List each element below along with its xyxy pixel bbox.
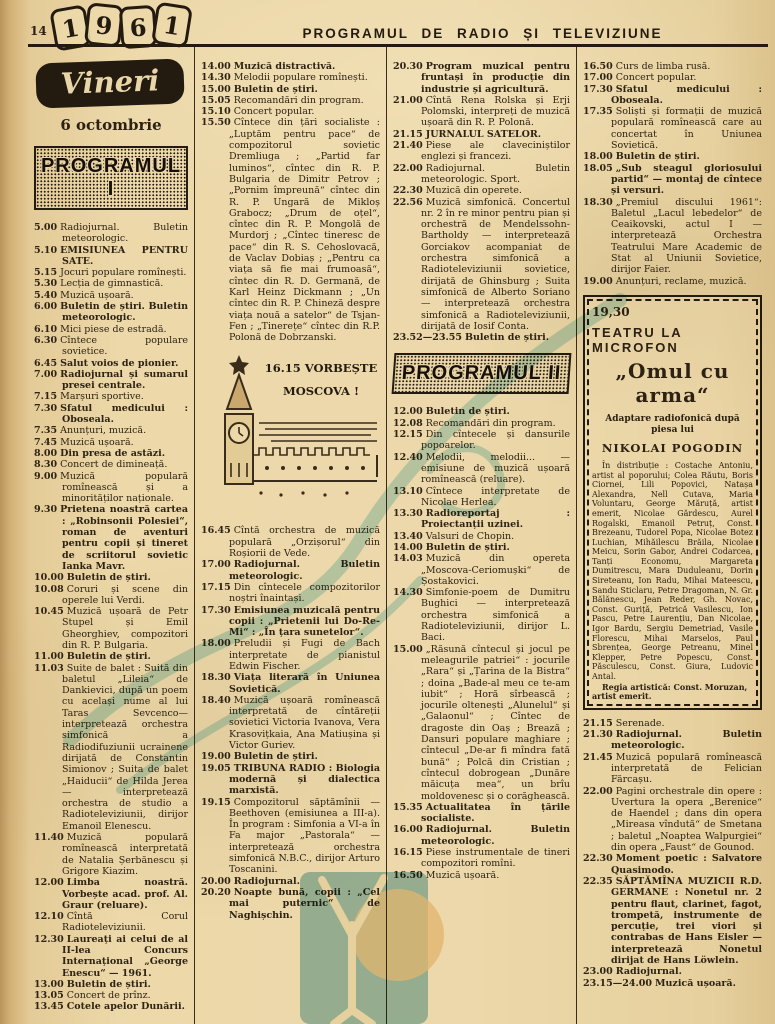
entry-text: Muzică populară romînească interpretată de Natalia Șerbănescu și Grigore Kiazim. — [62, 832, 188, 877]
entry-text: Sfatul medicului : Oboseala. — [60, 402, 188, 426]
columns-container — [28, 47, 768, 1024]
entry-time: 14.30 — [201, 72, 231, 84]
entry-text: Recomandări din program. — [425, 417, 556, 429]
schedule-entry — [201, 559, 380, 582]
entry-text: Radiojurnal. — [233, 875, 300, 887]
entry-text: Jocuri populare romînești. — [60, 267, 187, 279]
entry-text: Salut voios de pionier. — [60, 357, 179, 369]
entry-time: 12.15 — [393, 429, 423, 441]
schedule-entry — [393, 418, 570, 429]
schedule-entry — [201, 887, 380, 921]
schedule-entry — [34, 1001, 188, 1012]
schedule-entry — [201, 797, 380, 876]
schedule-entry — [393, 531, 570, 542]
entry-time: 6.45 — [34, 357, 58, 369]
entry-text: Pagini orchestrale din opere : Uvertura la opera „Berenice“ de Haendel ; dans din opera „Mireasa vîndută“ de Smetana ; baletul „Noaptea Walpurgiei“ din opera „Faust“ de Gounod. — [611, 785, 762, 854]
entry-time: 12.40 — [393, 451, 423, 463]
schedule-entry — [583, 151, 762, 162]
schedule-entry — [583, 276, 762, 287]
schedule-entry — [201, 525, 380, 559]
entry-time: 15.50 — [201, 117, 231, 129]
schedule-entry — [393, 197, 570, 333]
schedule-entry — [34, 832, 188, 877]
entry-time: 17.30 — [583, 83, 613, 95]
schedule-entry — [393, 553, 570, 587]
entry-text: Muzică populară romînească interpretată de Felician Fărcașu. — [611, 751, 762, 786]
entry-text: Cîntă Corul Radioteleviziunii. — [62, 911, 188, 934]
entry-text: Sfatul medicului : Oboseala. — [611, 83, 762, 106]
entry-text: Muzică din opereta „Moscova-Ceriomușki“ de Șostakovici. — [421, 553, 570, 587]
year-digit: 1 — [151, 1, 193, 48]
program-1-schedule — [34, 222, 188, 1013]
entry-time: 15.10 — [201, 106, 231, 118]
schedule-entry — [583, 729, 762, 752]
entry-text: Concert popular. — [233, 106, 315, 118]
entry-time: 21.00 — [393, 94, 423, 106]
year-digit: 1 — [49, 4, 92, 52]
schedule-entry — [583, 163, 762, 197]
schedule-entry — [34, 471, 188, 505]
schedule-entry — [583, 72, 762, 83]
page-title: PROGRAMUL DE RADIO ȘI TELEVIZIUNE — [302, 26, 663, 41]
entry-text: Muzică ușoară romînească interpretată de cîntăreții sovietici Victoria Ivanova, Vera Krasovițkaia, Ana Matiușina și Victor Guriev. — [229, 694, 380, 752]
entry-time: 14.30 — [393, 587, 423, 599]
schedule-entry — [34, 606, 188, 651]
theatre-subtitle-line2: piesa lui — [651, 424, 694, 435]
schedule-entry — [583, 853, 762, 876]
entry-time: 11.40 — [34, 832, 64, 844]
schedule-entry — [201, 84, 380, 95]
schedule-entry — [201, 582, 380, 605]
program-2-schedule — [393, 406, 570, 880]
schedule-entry — [583, 966, 762, 977]
entry-text: Buletin de știri. — [615, 151, 700, 163]
entry-time: 19.15 — [201, 796, 231, 808]
schedule-entry — [201, 763, 380, 797]
entry-time: 11.03 — [34, 662, 64, 674]
day-banner: Vineri — [35, 58, 184, 108]
entry-text: Melodii, melodii... — emisiune de muzică ușoară romînească (reluare). — [421, 451, 570, 486]
entry-text: JURNALUL SATELOR. — [425, 128, 542, 140]
entry-text: Actualitatea în țările socialiste. — [421, 801, 570, 825]
schedule-entry — [34, 222, 188, 245]
entry-text: Muzică ușoară. — [60, 289, 134, 301]
entry-time: 16.15 — [393, 847, 423, 858]
schedule-entry — [201, 72, 380, 83]
schedule-entry — [34, 663, 188, 832]
entry-text: Mici piese de estradă. — [60, 323, 167, 335]
entry-text: Radiojurnal. — [615, 966, 682, 978]
entry-text: „Sub steagul gloriosului partid“ — montaj de cîntece și versuri. — [611, 162, 762, 197]
entry-text: Din cîntecele și dansurile popoarelor. — [421, 429, 570, 452]
entry-text: Buletin de știri. — [425, 406, 510, 418]
schedule-entry — [393, 508, 570, 531]
entry-text: Laureați ai celui de al II-lea Concurs Internațional „George Enescu“ — 1961. — [62, 933, 188, 979]
schedule-entry — [34, 911, 188, 934]
entry-time: 6.10 — [34, 323, 58, 335]
schedule-entry — [583, 61, 762, 72]
schedule-entry — [393, 542, 570, 553]
schedule-entry — [393, 870, 570, 881]
entry-time: 15.05 — [201, 94, 231, 106]
entry-text: Preludii și Fugi de Bach interpretate de pianistul Edwin Fischer. — [229, 638, 380, 672]
schedule-entry — [393, 452, 570, 486]
entry-time: 21.45 — [583, 751, 613, 763]
entry-time: 5.10 — [34, 244, 58, 256]
entry-time: 21.15 — [583, 717, 613, 729]
entry-text: Limba noastră. Vorbește acad. prof. Al. Graur (reluare). — [62, 877, 188, 911]
schedule-entry — [34, 934, 188, 979]
entry-time: 22.00 — [583, 785, 613, 797]
schedule-entry — [583, 786, 762, 854]
schedule-late-night — [583, 718, 762, 989]
entry-text: Radioreportaj : Proiectanții uzinei. — [421, 508, 570, 531]
entry-text: Program muzical pentru fruntași în producție din industrie și agricultură. — [421, 61, 570, 95]
schedule-entry — [34, 979, 188, 990]
schedule-entry — [201, 95, 380, 106]
schedule-afternoon — [201, 61, 380, 343]
entry-time: 23.00 — [583, 966, 613, 978]
schedule-evening — [201, 525, 380, 920]
moscova-caption-line2: MOSCOVA ! — [282, 384, 360, 399]
entry-text: Serenade. — [615, 717, 665, 729]
entry-text: Cîntece din țări socialiste : „Luptăm pentru pace“ de compozitorul sovietic Dremliuga ; „Partid far luminos“, cîntec din R. P. Bulgaria de Dimitr Petrov ; „Pornim împreună“ cîntec din R. P. Ungară de Mikloș Grabocz; „Drum de oțel“, cîntec din R. P. Mongolă de Murdorj ; „Cîntec tineresc de pace“ din R. S. Cehoslovacă, de Vaclav Dobiaș ; „Pentru ca viața să fie mai frumoasă“, cîntec din R. D. Germană, de Karl Heinz Dickmann ; „Un cîntec din R. P. Chineză despre viața nouă a satelor“ de Tsjan-Fen ; „Tinerețe“ cîntec din R.P. Polonă de Dobrzanski. — [229, 117, 380, 344]
schedule-entry — [393, 824, 570, 847]
moscova-caption-line1: 16.15 VORBEȘTE — [264, 361, 378, 376]
entry-text: Coruri și scene din operele lui Verdi. — [62, 583, 188, 606]
entry-text: Muzică ușoară. — [425, 869, 500, 881]
entry-text: Muzică ușoară. — [60, 436, 134, 448]
entry-text: Muzică ușoară de Petr Stupel și Emil Gheorghiev, compozitori din R. P. Bulgaria. — [62, 606, 188, 651]
schedule-entry — [34, 651, 188, 662]
entry-time: 17.35 — [583, 106, 613, 118]
entry-text: Recomandări din program. — [233, 94, 364, 106]
entry-time: 13.05 — [34, 990, 64, 1002]
entry-time: 22.56 — [393, 196, 423, 208]
entry-time: 11.00 — [34, 651, 64, 663]
entry-time: 12.00 — [34, 877, 64, 889]
entry-text: Cotele apelor Dunării. — [66, 1001, 185, 1013]
entry-time: 16.50 — [583, 61, 613, 72]
entry-text: Anunțuri, reclame, muzică. — [615, 275, 747, 287]
schedule-entry — [393, 644, 570, 802]
schedule-entry — [393, 486, 570, 509]
schedule-entry — [34, 245, 188, 268]
theatre-director: Regia artistică: Const. Moruzan, artist emerit. — [592, 681, 748, 702]
schedule-entry — [201, 605, 380, 639]
entry-time: 16.50 — [393, 869, 423, 881]
entry-time: 10.45 — [34, 606, 64, 618]
entry-text: Muzică distractivă. — [233, 61, 336, 72]
entry-text: Cîntece interpretate de Nicolae Herlea. — [421, 485, 570, 508]
schedule-entry — [34, 448, 188, 459]
entry-time: 6.30 — [34, 334, 58, 346]
entry-time: 17.30 — [201, 604, 231, 616]
entry-time: 23.15—24.00 — [583, 977, 652, 989]
entry-text: Piese ale claveciniștilor englezi și francezi. — [421, 140, 570, 163]
entry-time: 7.15 — [34, 391, 58, 403]
entry-text: SĂPTĂMÎNA MUZICII R.D. GERMANE : Nonetul nr. 2 pentru flaut, clarinet, fagot, trompetă, instrumente de percuție, trei viori și contrabas de Hans Eisler — interpretează Nonetul dirijat de Hans Löwlein. — [611, 875, 762, 967]
entry-time: 22.00 — [393, 162, 423, 174]
theatre-author: NIKOLAI POGODIN — [601, 440, 744, 455]
schedule-entry — [393, 185, 570, 196]
year-digit: 6 — [119, 5, 158, 49]
entry-time: 5.00 — [34, 222, 58, 233]
schedule-entry — [34, 437, 188, 448]
entry-time: 21.40 — [393, 140, 423, 152]
schedule-entry — [393, 587, 570, 643]
entry-time: 22.35 — [583, 875, 613, 887]
theatre-subtitle-line1: Adaptare radiofonică după — [605, 413, 740, 424]
schedule-entry — [34, 278, 188, 289]
entry-time: 14.00 — [393, 541, 423, 553]
schedule-entry — [201, 695, 380, 751]
entry-time: 5.30 — [34, 278, 58, 290]
entry-time: 19.05 — [201, 762, 231, 774]
entry-time: 17.15 — [201, 581, 231, 593]
schedule-entry — [583, 876, 762, 966]
entry-time: 18.05 — [583, 162, 613, 174]
schedule-entry — [201, 638, 380, 672]
entry-text: Buletin de știri. — [66, 978, 151, 990]
entry-time: 22.30 — [583, 853, 613, 865]
entry-time: 15.00 — [393, 643, 423, 655]
entry-time: 9.30 — [34, 504, 58, 516]
entry-text: Din cîntecele compozitorilor noștri înaintași. — [229, 581, 380, 605]
schedule-entry — [393, 802, 570, 825]
column-3 — [386, 47, 576, 1024]
entry-text: Prietena noastră cartea : „Robinsonii Polesiei“, roman de aventuri pentru copii și tineret de scriitorul sovietic Ianka Mavr. — [60, 504, 188, 572]
schedule-entry — [393, 847, 570, 870]
schedule-entry — [393, 61, 570, 95]
entry-text: Valsuri de Chopin. — [425, 530, 515, 542]
entry-text: Cîntece populare sovietice. — [60, 334, 188, 358]
entry-time: 18.00 — [201, 638, 231, 650]
theatre-cast: În distribuție : Costache Antoniu, artist al poporului; Colea Răutu, Boris Ciornei, Lili Popovici, Natașa Alexandra, Nell Cutava, Maria Voluntaru, George Măruță, artist emerit, Nicolae Gărdescu, Aurel Rogalski, Emanoil Petruț, Const. Brezeanu, Tudorel Popa, Nicolae Botez Luchian, Mihăilescu Brăila, Nicolae Meicu, Sorin Gabor, Andrei Codarcea, Tanți Economu, Margareta Dumitrescu, Mara Duduleanu, Dorin Sireteanu, Ion Radu, Mihai Mateescu, Sandu Sticlaru, Petre Dragoman, N. Gr. Bălănescu, Jean Reder, Gh. Novac, Const. Guriță, Petrică Vasilescu, Ion Pascu, Petre Laurențiu, Dan Nicolae, Igor Bardu, Sergiu Demetriad, Vasile Florescu, Mihai Marselos, Paul Sbrențea, George Petreanu, Minel Klepper, Petre Popescu, Const. Păsculescu, Const. Giura, Ludovic Antal. — [592, 460, 753, 681]
schedule-entry — [393, 406, 570, 417]
entry-text: Muzică populară romînească și a minorităților naționale. — [60, 470, 188, 505]
entry-time: 20.30 — [393, 61, 423, 72]
theatre-title: TEATRU LA MICROFON — [592, 324, 683, 355]
entry-text: Muzică ușoară. — [655, 977, 736, 989]
entry-time: 19.00 — [201, 751, 231, 763]
schedule-entry — [34, 391, 188, 402]
schedule-entry — [34, 267, 188, 278]
schedule-entry — [34, 290, 188, 301]
schedule-entry — [583, 978, 762, 989]
entry-time: 15.00 — [201, 83, 231, 95]
entry-time: 8.30 — [34, 459, 58, 471]
entry-time: 5.40 — [34, 289, 58, 301]
entry-text: Curs de limba rusă. — [615, 61, 711, 72]
page-number: 14 — [30, 24, 47, 38]
schedule-entry — [583, 84, 762, 107]
entry-time: 13.10 — [393, 485, 423, 497]
entry-text: Suite de balet : Suită din baletul „Lileia“ de Dankievici, după un poem cu același nume al lui Taras Sevcenco—interpretează orchestra simfonică a Radiodifuziunii ucrainene dirijată de Constantin Simionov ; Suita de balet „Haiducii“ de Hilda Jerea — interpretează orchestra de studio a Radioteleviziunii, dirijor Emanoil Elenescu. — [62, 662, 188, 832]
schedule-entry — [393, 429, 570, 452]
entry-text: Anunțuri, muzică. — [60, 425, 147, 437]
entry-time: 16.45 — [201, 525, 231, 537]
entry-time: 21.15 — [393, 128, 423, 140]
entry-time: 16.00 — [393, 824, 423, 836]
program-2-header: PROGRAMUL II — [392, 353, 572, 394]
entry-text: Buletin de știri. — [425, 541, 510, 553]
schedule-entry — [393, 163, 570, 186]
entry-time: 13.40 — [393, 530, 423, 542]
program-1-header: PROGRAMUL I — [34, 146, 188, 210]
schedule-entry — [393, 129, 570, 140]
schedule-night — [393, 61, 570, 343]
entry-time: 18.00 — [583, 151, 613, 163]
entry-time: 20.00 — [201, 875, 231, 887]
entry-text: Radiojurnal. Buletin meteorologic. — [60, 222, 188, 245]
schedule-entry — [34, 369, 188, 392]
entry-time: 8.00 — [34, 447, 58, 459]
entry-text: Concert popular. — [615, 72, 697, 84]
entry-text: Buletin de știri. — [66, 651, 151, 663]
schedule-entry — [393, 95, 570, 129]
entry-time: 22.30 — [393, 185, 423, 197]
schedule-entry — [201, 672, 380, 695]
entry-text: Buletin de știri. — [465, 332, 550, 344]
year-logo — [52, 4, 188, 46]
entry-text: Radiojurnal și sumarul presei centrale. — [60, 368, 188, 392]
entry-text: Buletin de știri. Buletin meteorologic. — [60, 301, 188, 324]
entry-time: 14.03 — [393, 553, 423, 565]
entry-time: 23.52—23.55 — [393, 332, 462, 344]
entry-time: 7.45 — [34, 436, 58, 448]
schedule-entry — [34, 358, 188, 369]
entry-time: 15.35 — [393, 801, 423, 813]
entry-time: 18.40 — [201, 694, 231, 706]
schedule-entry — [34, 335, 188, 358]
entry-text: Soliști și formații de muzică populară romînească care au concertat în Uniunea Sovietică. — [611, 106, 762, 152]
entry-text: Radiojurnal. Buletin meteorologic. — [611, 729, 762, 752]
date-label: 6 octombrie — [60, 116, 162, 134]
entry-text: Buletin de știri. — [233, 751, 318, 763]
entry-time: 10.08 — [34, 583, 64, 595]
entry-text: Piese instrumentale de tineri compozitori romîni. — [421, 847, 570, 870]
entry-time: 18.30 — [201, 672, 231, 684]
schedule-entry — [201, 751, 380, 762]
entry-time: 19.00 — [583, 275, 613, 287]
entry-text: EMISIUNEA PENTRU SATE. — [60, 244, 188, 267]
schedule-entry — [34, 403, 188, 426]
schedule-entry — [201, 117, 380, 343]
entry-time: 13.45 — [34, 1001, 64, 1013]
entry-text: Radiojurnal. Buletin meteorologic. — [229, 559, 380, 582]
entry-text: Muzică din operete. — [425, 185, 522, 197]
column-4 — [576, 47, 768, 1024]
entry-text: Simfonie-poem de Dumitru Bughici — interpretează orchestra simfonică a Radioteleviziunii, dirijor L. Baci. — [421, 587, 570, 644]
schedule-entry — [34, 504, 188, 572]
entry-text: Emisiunea muzicală pentru copii : „Prietenii lui Do-Re-Mi“ : „În țara sunetelor“. — [229, 604, 380, 639]
schedule-entry — [34, 425, 188, 436]
entry-text: Radiojurnal. Buletin meteorologic. Sport. — [421, 162, 570, 185]
schedule-entry — [583, 718, 762, 729]
entry-time: 12.00 — [393, 406, 423, 418]
column-2 — [194, 47, 386, 1024]
entry-text: Buletin de știri. — [66, 572, 151, 584]
entry-time: 7.35 — [34, 425, 58, 437]
theatre-feature-box — [583, 295, 762, 710]
entry-time: 7.00 — [34, 368, 58, 380]
entry-time: 5.15 — [34, 267, 58, 279]
entry-text: Din presa de astăzi. — [60, 447, 166, 459]
entry-time: 10.00 — [34, 572, 64, 584]
entry-text: Concert de prînz. — [66, 990, 151, 1002]
entry-text: Buletin de știri. — [233, 83, 318, 95]
entry-time: 17.00 — [583, 72, 613, 84]
entry-text: Cîntă Rena Rolska și Erji Polomski, interpreți de muzică ușoară din R. P. Polonă. — [421, 94, 570, 129]
schedule-entry — [34, 877, 188, 911]
moscova-caption — [262, 357, 380, 403]
entry-text: „Răsună cîntecul și jocul pe meleagurile patriei“ : jocurile „Rara“ și „Țarina de la Bistra“ ; doina „Bade-al meu ce te-am iubit“ ; Horă sîrbească ; jocurile oltenești „Alunelul“ și „Galaonul“ ; Cîntec de dragoste din Oaș ; Brează ; Dansuri populare maghiare ; cîntecul „De-ar fi mîndra fată bună“ ; Polcă din Cristian ; cîntecul dobrogean „Dunăre măicuța mea“, un brîu moldovenesc și o corăghească. — [421, 643, 570, 802]
page-header — [0, 0, 775, 46]
entry-text: Lecția de gimnastică. — [60, 278, 164, 290]
entry-time: 13.30 — [393, 508, 423, 520]
entry-time: 12.30 — [34, 933, 64, 945]
entry-text: Radiojurnal. Buletin meteorologic. — [421, 824, 570, 847]
column-1 — [28, 47, 194, 1024]
schedule-entry — [583, 106, 762, 151]
theatre-time: 19,30 — [592, 304, 630, 319]
entry-text: Compozitorul săptămînii — Beethoven (emisiunea a III-a). În program : Simfonia a VI-a în Fa major „Pastorala“ — interpretează orchestra simfonică N.B.C., dirijor Arturo Toscanini. — [229, 796, 380, 876]
schedule-entry — [34, 584, 188, 607]
schedule-entry — [393, 140, 570, 163]
entry-text: Cîntă orchestra de muzică populară „Orzișorul“ din Roșiorii de Vede. — [229, 525, 380, 560]
entry-text: Noapte bună, copii : „Cel mai puternic“ de Naghișchin. — [229, 886, 380, 921]
entry-time: 14.00 — [201, 61, 231, 72]
entry-time: 20.20 — [201, 886, 231, 898]
schedule-late-afternoon — [583, 61, 762, 287]
entry-time: 7.30 — [34, 402, 58, 414]
entry-text: Viața literară în Uniunea Sovietică. — [229, 672, 380, 695]
entry-time: 12.08 — [393, 417, 423, 429]
entry-time: 13.00 — [34, 978, 64, 990]
schedule-entry — [34, 301, 188, 324]
entry-text: Muzică simfonică. Concertul nr. 2 în re minor pentru pian și orchestră de Mendelssohn-Bartholdy — interpretează Gorciakov acompaniat de orchestra simfonică a Radioteleviziunii sovietice, dirijată de Ghinsburg ; Suita simfonică de Alberto Soriano — interpretează orchestra simfonică a Radioteleviziunii, dirijată de Iosif Conta. — [421, 196, 570, 332]
schedule-entry — [34, 324, 188, 335]
schedule-entry — [34, 572, 188, 583]
entry-time: 12.10 — [34, 911, 64, 923]
entry-time: 18.30 — [583, 196, 613, 208]
year-digit: 9 — [84, 2, 124, 48]
entry-text: Melodii populare romînești. — [233, 72, 368, 84]
schedule-entry — [34, 459, 188, 470]
entry-text: Moment poetic : Salvatore Quasimodo. — [611, 853, 762, 876]
entry-time: 9.00 — [34, 470, 58, 482]
schedule-entry — [583, 752, 762, 786]
entry-time: 21.30 — [583, 729, 613, 741]
theatre-play-title: „Omul cu arma“ — [615, 358, 730, 407]
entry-text: „Premiul discului 1961“: Baletul „Lacul lebedelor“ de Ceaikovski, actul I — interpretează Orchestra Teatrului Mare Academic de Stat al Uniunii Sovietice, dirijor Faier. — [611, 196, 762, 276]
schedule-entry — [201, 106, 380, 117]
schedule-entry — [34, 990, 188, 1001]
entry-text: Marșuri sportive. — [60, 391, 144, 403]
entry-text: TRIBUNA RADIO : Biologia modernă și dialectica marxistă. — [229, 762, 380, 797]
entry-time: 6.00 — [34, 301, 58, 313]
schedule-entry — [583, 197, 762, 276]
entry-text: Concert de dimineață. — [60, 459, 168, 471]
entry-time: 17.00 — [201, 559, 231, 571]
schedule-entry — [393, 332, 570, 343]
schedule-entry — [201, 876, 380, 887]
moscova-feature — [201, 351, 380, 519]
schedule-entry — [201, 61, 380, 72]
